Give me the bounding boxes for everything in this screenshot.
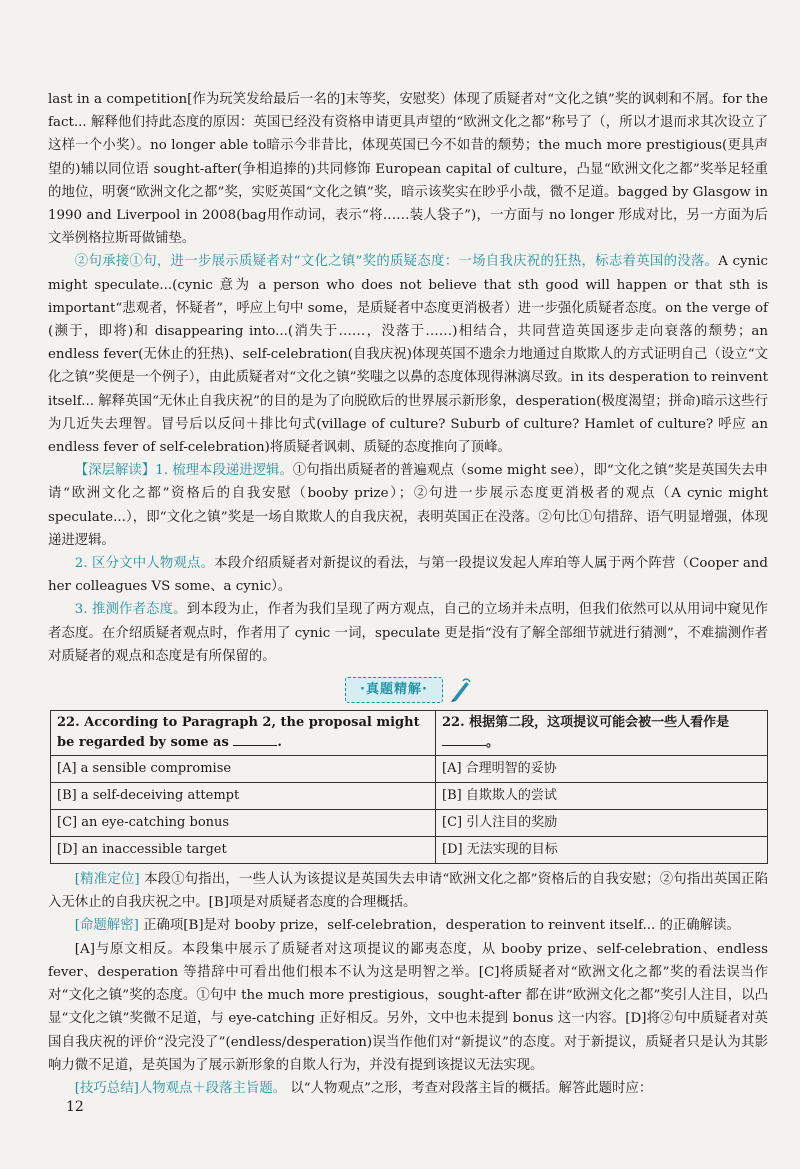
- question-decode-tag: [命题解密]: [74, 918, 139, 934]
- question-stem-en: [51, 711, 436, 756]
- option-row: [51, 783, 768, 810]
- option-a-cn: [A] 合理明智的妥协: [436, 756, 768, 783]
- precise-locate: [48, 868, 768, 914]
- deep-reading-item-3: [48, 598, 768, 668]
- stem-cn-text: 22. 根据第二段，这项提议可能会被一些人看作是: [442, 715, 730, 731]
- option-row: [51, 837, 768, 864]
- skill-summary-tag: [技巧总结]: [74, 1080, 139, 1096]
- skill-summary-title: 人物观点＋段落主旨题。: [138, 1080, 287, 1096]
- stem-en-end: .: [277, 735, 282, 751]
- paragraph-2-lead: ②句承接①句，进一步展示质疑者对“文化之镇”奖的质疑态度：一场自我庆祝的狂热，标志着英国的没落。: [74, 254, 719, 270]
- answer-blank-en: [233, 745, 277, 746]
- question-stem-row: [51, 711, 768, 756]
- paragraph-analysis-2: [48, 250, 768, 459]
- pen-icon: [449, 678, 471, 702]
- question-decode: [48, 914, 768, 937]
- paragraph-2-body: A cynic might speculate...(cynic 意为 a person who does not believe that sth good will happen or that sth is important“悲观者，怀疑者”，呼应上句中 some，是质疑者中态度更消极者）进一步强化质疑者态度。on the verge of (濒于，即将)和 disappearing into...(消失于……，没落于……)相结合，共同营造英国逐步走向衰落的颓势；an endless fever(无休止的狂热)、self-celebration(自我庆祝)体现英国不遗余力地通过自欺欺人的方式证明自己（设立“文化之镇”奖便是一个例子），由此质疑者对“文化之镇”奖嗤之以鼻的态度体现得淋漓尽致。in its desperation to reinvent itself... 解释英国“无休止自我庆祝”的目的是为了向脱欧后的世界展示新形象，desperation(极度渴望；拼命)暗示这些行为几近失去理智。冒号后以反问＋排比句式(village of culture? Suburb of culture? Hamlet of culture? 呼应 an endless fever of self-celebration)将质疑者讽刺、质疑的态度推向了顶峰。: [48, 254, 768, 456]
- option-d-en: [D] an inaccessible target: [51, 837, 436, 864]
- option-row: [51, 810, 768, 837]
- skill-summary: [48, 1077, 768, 1100]
- option-c-en: [C] an eye-catching bonus: [51, 810, 436, 837]
- deep-item-2-title: 2. 区分文中人物观点。: [74, 556, 215, 572]
- page-number: 12: [66, 1099, 84, 1115]
- deep-item-1-body: ①句指出质疑者的普遍观点（some might see），即“文化之镇”奖是英国失去申请“欧洲文化之都”资格后的自我安慰（booby prize）；②句进一步展示态度更消极者的观点（A cynic might speculate...），即“文化之镇”奖是一场自欺欺人的自我庆祝，表明英国正在没落。②句比①句措辞、语气明显增强，体现递进逻辑。: [48, 463, 768, 548]
- paragraph-continued: last in a competition[作为玩笑发给最后一名的]末等奖，安慰奖）体现了质疑者对“文化之镇”奖的讽刺和不屑。for the fact... 解释他们持此态度的原因：英国已经没有资格申请更具声望的“欧洲文化之都”称号了（，所以才退而求其次设立了这样一个小奖）。no longer able to暗示今非昔比，体现英国已今不如昔的颓势；the much more prestigious(更具声望的)辅以同位语 sought-after(争相追捧的)共同修饰 European capital of culture，凸显“欧洲文化之都”奖举足轻重的地位，明褒“欧洲文化之都”奖，实贬英国“文化之镇”奖，暗示该奖实在眇乎小哉，微不足道。bagged by Glasgow in 1990 and Liverpool in 2008(bag用作动词，表示“将……装人袋子”)，一方面与 no longer 形成对比，另一方面为后文举例格拉斯哥做铺垫。: [48, 92, 768, 247]
- stem-cn-end: 。: [486, 735, 500, 751]
- option-b-cn: [B] 自欺欺人的尝试: [436, 783, 768, 810]
- question-stem-cn: [436, 711, 768, 756]
- section-banner-row: [48, 676, 768, 704]
- deep-reading-tag: 【深层解读】: [74, 463, 156, 479]
- deep-item-3-title: 3. 推测作者态度。: [74, 602, 187, 618]
- option-c-cn: [C] 引人注目的奖励: [436, 810, 768, 837]
- option-b-en: [B] a self-deceiving attempt: [51, 783, 436, 810]
- deep-item-1-title: 1. 梳理本段递进逻辑。: [155, 463, 293, 479]
- question-table: [50, 710, 768, 864]
- question-decode-detail: [A]与原文相反。本段集中展示了质疑者对这项提议的鄙夷态度，从 booby prize、self-celebration、endless fever、desperation 等措辞中可看出他们根本不认为这是明智之举。[C]将质疑者对“欧洲文化之都”奖的看法误当作对“文化之镇”奖的态度。①句中 the much more prestigious，sought-after 都在讲“欧洲文化之都”奖引人注目，以凸显“文化之镇”奖微不足道，与 eye-catching 正好相反。另外，文中也未提到 bonus 这一内容。[D]将②句中质疑者对英国自我庆祝的评价“没完没了”(endless/desperation)误当作他们对“新提议”的态度。对于新提议，质疑者只是认为其影响力微不足道，是英国为了展示新形象的自欺人行为，并没有提到该提议无法实现。: [48, 941, 768, 1073]
- skill-summary-body: 以“人物观点”之形，考查对段落主旨的概括。解答此题时应：: [290, 1080, 653, 1096]
- precise-locate-body: 本段①句指出，一些人认为该提议是英国失去申请“欧洲文化之都”资格后的自我安慰；②句指出英国正陷入无休止的自我庆祝之中。[B]项是对质疑者态度的合理概括。: [48, 872, 768, 911]
- stem-en-text: 22. According to Paragraph 2, the proposal might be regarded by some as: [57, 715, 420, 751]
- deep-item-2-body: 本段介绍质疑者对新提议的看法，与第一段提议发起人库珀等人属于两个阵营（Cooper and her colleagues VS some、a cynic）。: [48, 556, 768, 595]
- page-content: [48, 88, 768, 1100]
- answer-blank-cn: [442, 745, 486, 746]
- option-row: [51, 756, 768, 783]
- deep-reading-item-1: [48, 459, 768, 552]
- deep-reading-item-2: [48, 552, 768, 598]
- option-d-cn: [D] 无法实现的目标: [436, 837, 768, 864]
- deep-item-3-body: 到本段为止，作者为我们呈现了两方观点，自己的立场并未点明，但我们依然可以从用词中窥见作者态度。在介绍质疑者观点时，作者用了 cynic 一词，speculate 更是指“没有了解全部细节就进行猜测”，不难揣测作者对质疑者的观点和态度是有所保留的。: [48, 602, 768, 664]
- option-a-en: [A] a sensible compromise: [51, 756, 436, 783]
- section-banner: ·真题精解·: [345, 677, 443, 703]
- question-decode-body-1: 正确项[B]是对 booby prize，self-celebration，desperation to reinvent itself... 的正确解读。: [143, 918, 740, 934]
- precise-locate-tag: [精准定位]: [74, 872, 140, 888]
